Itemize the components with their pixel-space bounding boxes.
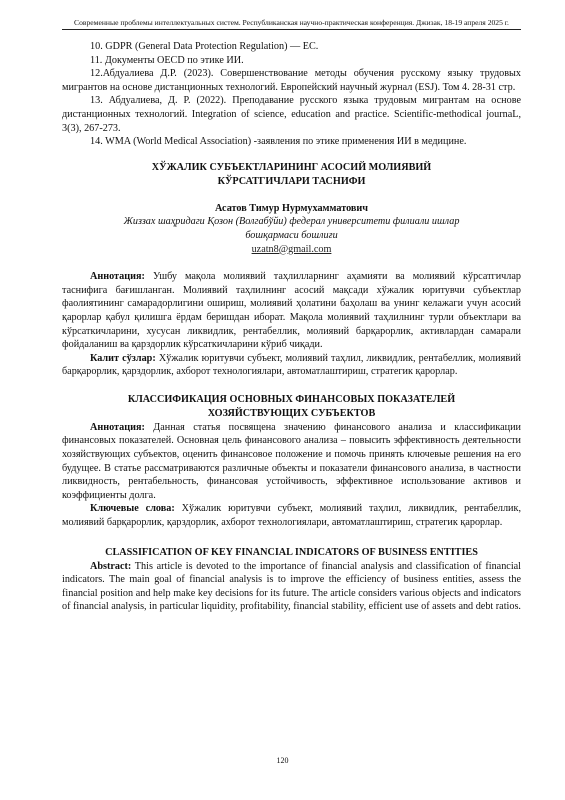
reference-item: 14. WMA (World Medical Association) -заявления по этике применения ИИ в медицине. [90, 136, 467, 148]
reference-item: 12.Абдуалиева Д.Р. (2023). Совершенствование методы обучения русскому языку трудовых мигрантов на основе дистанционных технологий. Европейский научный журнал (ESJ). Том 4. 28-31 стр. [62, 68, 521, 93]
ru-abstract-text: Данная статья посвящена значению финансового анализа и классификации финансовых показателей. Основная цель финансового анализа – повысить эффективность деятельности хозяйствующих субъектов, оценить финансовое положение и помочь принять ключевые решения на его будущее. В статье рассматриваются различные объекты и показатели финансового анализа, в частности ликвидность, рентабельность, финансовая устойчивость, эффективное использование активов и коэффициенты долга. [62, 421, 521, 501]
ru-abstract [62, 421, 521, 503]
uz-keywords-label: Калит сўзлар: [90, 352, 156, 364]
reference-item: 13. Абдуалиева, Д. Р. (2022). Преподавание русского языка трудовым мигрантам на основе дистанционных технологий. Integration of science, education and practice. Scientific-methodical journaL, 3(3), 267-273. [62, 95, 521, 134]
en-abstract-label: Abstract: [90, 560, 132, 572]
ru-keywords [62, 502, 521, 529]
ru-title [62, 393, 521, 421]
ru-title-line1: КЛАССИФИКАЦИЯ ОСНОВНЫХ ФИНАНСОВЫХ ПОКАЗАТЕЛЕЙ [127, 393, 456, 405]
ru-keywords-text: Хўжалик юритувчи субъект, молиявий таҳлил, ликвидлик, рентабеллик, молиявий барқарорлик, қарздорлик, ахборот технологиялари, автоматлаштириш, стратегик қарорлар. [62, 503, 521, 529]
author-email[interactable]: uzatn8@gmail.com [251, 243, 332, 255]
reference-item: 10. GDPR (General Data Protection Regulation) — ЕС. [90, 41, 319, 52]
ru-title-line2: ХОЗЯЙСТВУЮЩИХ СУБЪЕКТОВ [207, 407, 376, 419]
uz-title-line2: КЎРСАТГИЧЛАРИ ТАСНИФИ [217, 175, 366, 187]
uz-abstract [62, 270, 521, 352]
uz-abstract-text: Ушбу мақола молиявий таҳлилларнинг аҳамияти ва молиявий кўрсатгичлар таснифига бағишланган. Молиявий таҳлилнинг асосий мақсади хўжалик юритувчи субъектлар фаолиятининг самарадорлигини ошириш, молиявий ҳолатини баҳолаш ва унинг келажаги учун асосий қарорлар қабул қилишга ёрдам беришдан иборат. Мақола молиявий таҳлилнинг турли объектлари ва кўрсаткичларини, хусусан ликвидлик, рентабеллик, молиявий барқарорлик, активлардан самарали фойдаланиш ва қарздорлик кўрсаткичларини кўриб чиқади. [62, 271, 521, 351]
ru-keywords-label: Ключевые слова: [90, 503, 175, 515]
uz-keywords-text: Хўжалик юритувчи субъект, молиявий таҳлил, ликвидлик, рентабеллик, молиявий барқарорлик, қарздорлик, ахборот технологиялари, автоматлаштириш, стратегик қарорлар. [62, 352, 521, 378]
en-article [62, 546, 521, 614]
running-header: Современные проблемы интеллектуальных систем. Республиканская научно-практическая конференция. Джизак, 18-19 апреля 2025 г. [74, 18, 509, 27]
ru-abstract-label: Аннотация: [90, 421, 145, 433]
uz-title [62, 161, 521, 189]
uz-keywords [62, 352, 521, 379]
reference-list [62, 40, 521, 149]
en-title: CLASSIFICATION OF KEY FINANCIAL INDICATORS OF BUSINESS ENTITIES [105, 546, 478, 558]
page-number: 120 [276, 756, 289, 765]
author-name: Асатов Тимур Нурмухамматович [214, 202, 369, 214]
uz-title-line1: ХЎЖАЛИК СУБЪЕКТЛАРИНИНГ АСОСИЙ МОЛИЯВИЙ [151, 161, 432, 173]
author-affiliation: Жиззах шаҳридаги Қозон (Волгабўйи) федерал университети филиали ишлар бошқармаси бошлиғи [123, 216, 460, 241]
en-abstract-text: This article is devoted to the importance of financial analysis and classification of financial indicators. The main goal of financial analysis is to improve the efficiency of business entities, assess the financial position and help make key decisions for its future. The article considers various objects and indicators of financial analysis, in particular liquidity, profitability, financial stability, efficient use of assets and debt ratios. [62, 560, 521, 613]
uz-article [62, 161, 521, 379]
en-abstract [62, 560, 521, 614]
ru-article [62, 393, 521, 530]
page-content [62, 40, 521, 614]
reference-item: 11. Документы OECD по этике ИИ. [90, 54, 244, 66]
header-rule [62, 29, 521, 30]
uz-abstract-label: Аннотация: [90, 271, 145, 283]
